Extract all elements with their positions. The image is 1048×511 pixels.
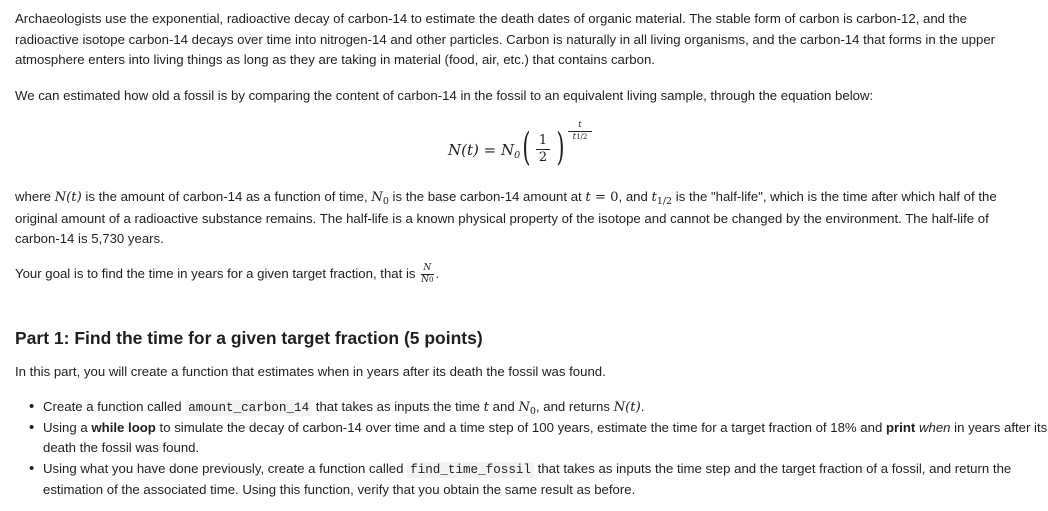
- where-paragraph: where N(t) is the amount of carbon-14 as a function of time, $N_0$ is the base carbon-14 amount at t = 0, and $t_{1/2}$ is the "half-life", which is the time after which half of the original amount of a radioactive substance remains. The half-life is a known physical property of the isotope and cannot be changed by the environment. The half-life of carbon-14 is 5,730 years.: [15, 189, 997, 246]
- function-name-code: find_time_fossil: [407, 462, 534, 478]
- equation-open-paren: (: [522, 125, 531, 169]
- intro-paragraph: Archaeologists use the exponential, radioactive decay of carbon-14 to estimate the death dates of organic material. The stable form of carbon is carbon-12, and the radioactive isotope carbon-14 decays over time into nitrogen-14 and other particles. Carbon is naturally in all living organisms, and the carbon-14 that forms in the upper atmosphere enters into living things as long as they are taking in material (food, air, etc.) that contains carbon.: [15, 11, 996, 67]
- equation-close-paren: ): [556, 125, 565, 169]
- list-item: • Create a function called amount_carbon_14 that takes as inputs the time t and $N_0$, and returns N(t).: [43, 397, 1048, 418]
- part1-heading: Part 1: Find the time for a given target fraction (5 points): [15, 328, 483, 348]
- equation-intro-paragraph: We can estimated how old a fossil is by comparing the content of carbon-14 in the fossil to an equivalent living sample, through the equation below:: [15, 88, 874, 103]
- list-item: • Using what you have done previously, create a function called find_time_fossil that takes as inputs the time step and the target fraction of a fossil, and return the estimation of the associated time. Using this function, verify that you obtain the same result as before.: [43, 459, 1048, 500]
- equation-fraction: 1 2: [536, 134, 550, 165]
- equation-exponent: t t1/2: [568, 121, 592, 142]
- task-list: [15, 397, 1048, 500]
- function-name-code: amount_carbon_14: [185, 400, 312, 416]
- equation-lhs: $N(t) = N_0$: [448, 141, 521, 161]
- list-item: • Using a while loop to simulate the decay of carbon-14 over time and a time step of 100 years, estimate the time for a target fraction of 18% and print when in years after its death the fossil was found.: [43, 418, 1048, 459]
- part1-intro: In this part, you will create a function that estimates when in years after its death the fossil was found.: [15, 364, 606, 379]
- goal-paragraph: Your goal is to find the time in years for a given target fraction, that is $\frac{N}{N0}$ .: [15, 263, 440, 286]
- goal-fraction: $\frac{N}{N0}$: [421, 263, 434, 286]
